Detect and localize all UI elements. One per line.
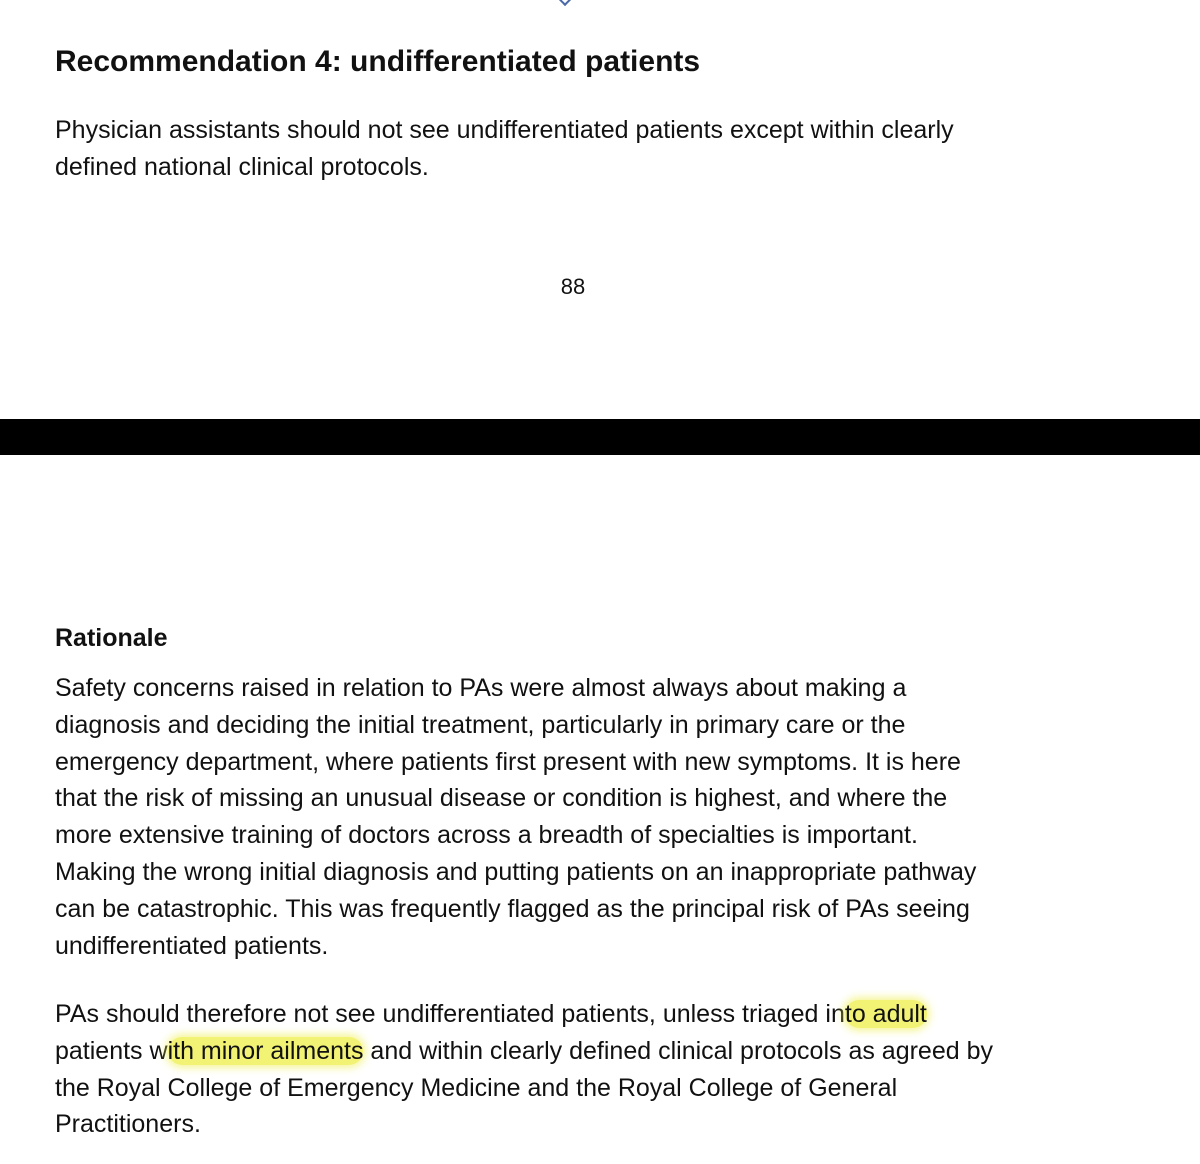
rationale-paragraph-1	[55, 670, 1155, 964]
text-run: PAs should therefore not see undifferentiated patients, unless triaged in	[55, 1000, 845, 1028]
rationale-heading: Rationale	[55, 624, 168, 652]
scroll-chevron-icon	[558, 0, 572, 6]
text-run: and within clearly defined clinical protocols as agreed by	[363, 1036, 993, 1065]
rationale-line: the Royal College of Emergency Medicine and the Royal College of General	[55, 1073, 898, 1102]
recommendation-heading: Recommendation 4: undifferentiated patients	[55, 45, 701, 78]
text-run: patients w	[55, 1036, 168, 1065]
rationale-line: diagnosis and deciding the initial treatment, particularly in primary care or the	[55, 710, 906, 739]
rationale-line: Safety concerns raised in relation to PAs were almost always about making a	[55, 674, 907, 702]
rationale-line: that the risk of missing an unusual disease or condition is highest, and where the	[55, 784, 948, 813]
rationale-line: more extensive training of doctors across a breadth of specialties is important.	[55, 821, 918, 850]
rationale-line: can be catastrophic. This was frequently flagged as the principal risk of PAs seeing	[55, 894, 970, 923]
rationale-line: emergency department, where patients first present with new symptoms. It is here	[55, 747, 961, 776]
page-break-bar	[0, 419, 1200, 455]
recommendation-body-line: Physician assistants should not see undifferentiated patients except within clearly	[55, 116, 954, 144]
rationale-line: Practitioners.	[55, 1110, 201, 1139]
highlighted-text: to adult	[844, 1000, 927, 1028]
rationale-line	[55, 996, 1155, 1033]
recommendation-body-line: defined national clinical protocols.	[55, 152, 429, 181]
highlighted-text: ith minor ailments	[167, 1036, 364, 1065]
rationale-paragraph-2	[55, 996, 1155, 1143]
rationale-line: undifferentiated patients.	[55, 931, 329, 960]
rationale-line	[55, 1033, 1155, 1070]
page-number: 88	[560, 274, 586, 299]
recommendation-body	[55, 112, 1155, 186]
rationale-line: Making the wrong initial diagnosis and putting patients on an inappropriate pathway	[55, 857, 977, 886]
